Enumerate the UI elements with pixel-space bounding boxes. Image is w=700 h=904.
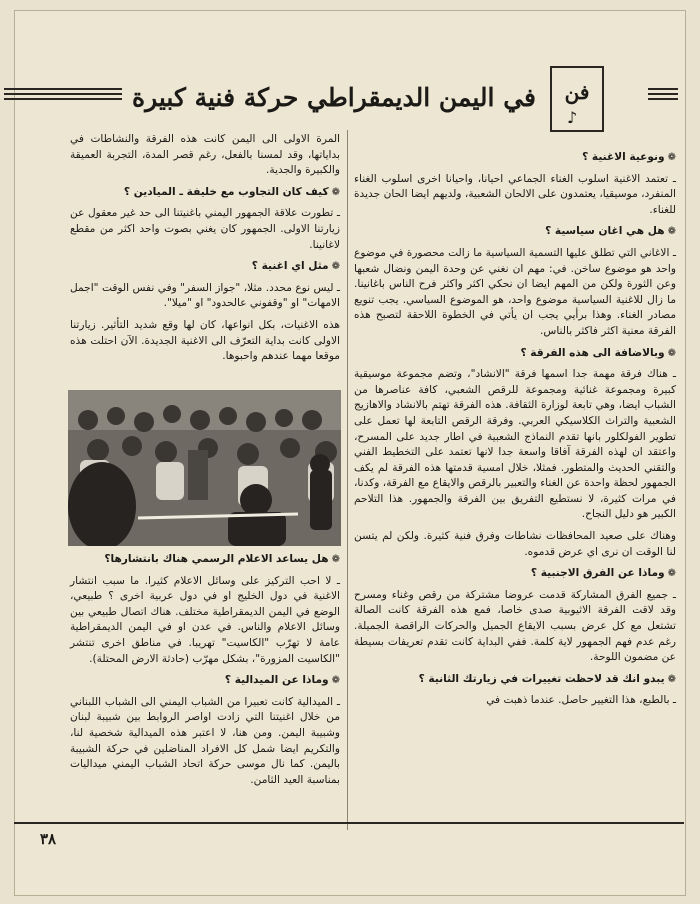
column-divider bbox=[347, 130, 348, 830]
question-text: ونوعية الاغنية ؟ bbox=[582, 151, 665, 163]
interview-question bbox=[70, 259, 340, 275]
question-text: وبالاضافة الى هذه الفرقة ؟ bbox=[520, 346, 665, 359]
page-number: ٣٨ bbox=[40, 830, 57, 848]
paragraph: ـ بالطبع، هذا التغيير حاصل. عندما ذهبت في bbox=[486, 694, 676, 707]
interview-question bbox=[354, 150, 676, 166]
paragraph: ـ هناك فرقة مهمة جدا اسمها فرقة "الانشاد"، وتضم مجموعة موسيقية كبيرة ومجموعة غنائية ومجموعة للرقص الشعبي، كافة عناصرها من الشباب ايضا، وهي تابعة لوزارة الثقافة. هذه الفرقة تهتم بالانشاد والاهازيج الشعبية والتراث الكلاسيكي العربي. وفرقة الرقص التابعة لها تعمل على تطوير الفولكلور بانها تقدم النماذج الشعبية في اطار جديد على المسرح، واعتقد ان لهذه الفرقة آفاقا واسعة جدا لانها تعتمد على التخطيط الفني والتقني الحديث والمتطور. فمثلا، خلال امسية قدمتها هذه الفرقة لم يكف الجمهور لحظة واحدة عن الغناء والتعبير بالرقص والايقاع مع الفرقة، وكدنا، في مرات كثيرة، لا نستطيع التفريق بين الفرقة والجمهور. هذا التلاحم الكبير هو دليل النجاح. bbox=[354, 368, 676, 521]
flower-bullet-icon: ❁ bbox=[331, 554, 340, 565]
question-text: وماذا عن الميدالية ؟ bbox=[224, 674, 329, 687]
question-text: كيف كان التجاوب مع خليفة ـ الميادين ؟ bbox=[123, 185, 329, 198]
interview-question bbox=[354, 672, 676, 688]
question-text: يبدو انك قد لاحظت تغييرات في زيارتك الثانية ؟ bbox=[418, 672, 665, 685]
flower-bullet-icon: ❁ bbox=[331, 675, 340, 687]
music-note-icon: ♪ bbox=[567, 108, 578, 127]
flower-bullet-icon: ❁ bbox=[667, 152, 676, 163]
paragraph: ـ الاغاني التي تطلق عليها التسمية السياسية ما زالت محصورة في موضوع واحد هو موضوع ساخن. في: مهم ان نغني عن وحدة اليمن ونضال شعبها وعن الثورة ولكن من المهم ايضا ان نحكي اكثر واكثر فرح الناس باغانينا. ما زال للاغنية السياسية موضوع واحد، هو الموضوع السياسي. يجب تنويع مصادر الغناء. وهذا برأيي يجب ان يأتي في الخطوة اللاحقة لتصبح هذه الفرقة معنية اكثر فاكثر بالناس. bbox=[354, 246, 676, 337]
interview-question bbox=[354, 566, 676, 582]
paragraph: ـ تطورت علاقة الجمهور اليمني باغنيتنا الى حد غير معقول عن زيارتنا الاولى. الجمهور كان يغني بصوت واحد اكثر من مقطع لاغانينا. bbox=[70, 207, 340, 251]
flower-bullet-icon: ❁ bbox=[331, 261, 340, 273]
paragraph: وهناك على صعيد المحافظات نشاطات وفرق فنية كثيرة. ولكن لم يتسن لنا الوقت ان نرى اي عرض قدموه. bbox=[354, 530, 676, 558]
paragraph: المرة الاولى الى اليمن كانت هذه الفرقة والنشاطات في بداياتها، وقد لمسنا بالفعل، رغم قصر المدة، التجربة العميقة والكبيرة والجدية. bbox=[70, 133, 340, 177]
flower-bullet-icon: ❁ bbox=[331, 186, 340, 198]
question-text: وماذا عن الفرق الاجنبية ؟ bbox=[530, 567, 665, 580]
question-text: هل يساعد الاعلام الرسمي هناك بانتشارها؟ bbox=[104, 553, 329, 565]
question-text: مثل اي اغنية ؟ bbox=[251, 260, 329, 273]
concert-photo bbox=[68, 390, 341, 546]
right-column bbox=[354, 150, 676, 715]
left-column-top bbox=[70, 132, 340, 371]
interview-question bbox=[70, 552, 340, 568]
title-rule-right bbox=[648, 88, 678, 106]
flower-bullet-icon: ❁ bbox=[667, 226, 676, 238]
interview-question bbox=[354, 224, 676, 240]
interview-question bbox=[70, 673, 340, 689]
page-title: في اليمن الديمقراطي حركة فنية كبيرة bbox=[132, 83, 536, 112]
paragraph: ـ ليس نوع محدد. مثلا، "جواز السفر" وفي نفس الوقت "اجمل الامهات" او "وقفوني عالحدود" او "ميلا". bbox=[70, 281, 340, 310]
logo-word: فن bbox=[564, 80, 590, 104]
flower-bullet-icon: ❁ bbox=[667, 568, 676, 580]
interview-question bbox=[70, 185, 340, 201]
crowd-photo-illustration bbox=[68, 390, 341, 546]
title-rule-left bbox=[4, 88, 122, 106]
paragraph: ـ جميع الفرق المشاركة قدمت عروضا مشتركة من رقص وغناء ومسرح وقد لاقت الفرقة الاثيوبية صدى خاصا، فمع هذه الفرقة كانت الصالة تشتعل مع كل عرض بسبب الايقاع الجميل والحركات الراقصة الجميلة. رغم عدم فهم الجمهور لاية كلمة. ففي البداية كانت تقدم تعريفات بسيطة عن مضمون اللوحة. bbox=[354, 588, 676, 664]
footer-rule bbox=[14, 822, 684, 824]
paragraph: ـ الميدالية كانت تعبيرا من الشباب اليمني الى الشباب اللبناني من خلال اغنيتنا التي زادت اواصر الروابط بين شبيبة لبنان وشبيبة اليمن. ومن هنا، لا اعتبر هذه الميدالية شخصية لنا، والتكريم ايضا شمل كل الافراد المناضلين في حركة الشبيبة باليمن. كما نال موسى حركة اتحاد الشباب اليمني ميداليات بمناسبة العيد الثامن. bbox=[70, 695, 340, 786]
question-text: هل هي اغان سياسية ؟ bbox=[545, 225, 665, 238]
section-logo bbox=[550, 66, 604, 132]
flower-bullet-icon: ❁ bbox=[667, 347, 676, 359]
left-column-bottom bbox=[70, 552, 340, 794]
paragraph: هذه الاغنيات، بكل انواعها، كان لها وقع شديد التأثير. زيارتنا الاولى كانت بداية التعرّف الى الاغنية الجديدة. الآن احتلت هذه موقعا مهما عندهم واحبوها. bbox=[70, 318, 340, 363]
flower-bullet-icon: ❁ bbox=[667, 673, 676, 685]
paragraph: ـ لا احب التركيز على وسائل الاعلام كثيرا. ما سبب انتشار الاغنية في دول الخليج او في دول عربية اخرى ؟ طبيعي، الوضع في اليمن الديمقراطية مختلف. هناك اتصال طبيعي بين وسائل الاعلام والناس. في عدن او في اليمن الديمقراطية عامة لا تهرّب "الكاسيت" تهريبا. في مناطق اخرى تنتشر "الكاسيت المزورة"، بشكل مهرّب (حادثة الارض المحتلة). bbox=[70, 574, 340, 665]
paragraph: ـ تعتمد الاغنية اسلوب الغناء الجماعي احيانا، واحيانا اخرى اسلوب الغناء المنفرد، موسيقيا، يعتمدون على الالحان الشعبية، ولديهم ايضا الحان جديدة للغناء. bbox=[354, 172, 676, 216]
interview-question bbox=[354, 346, 676, 362]
